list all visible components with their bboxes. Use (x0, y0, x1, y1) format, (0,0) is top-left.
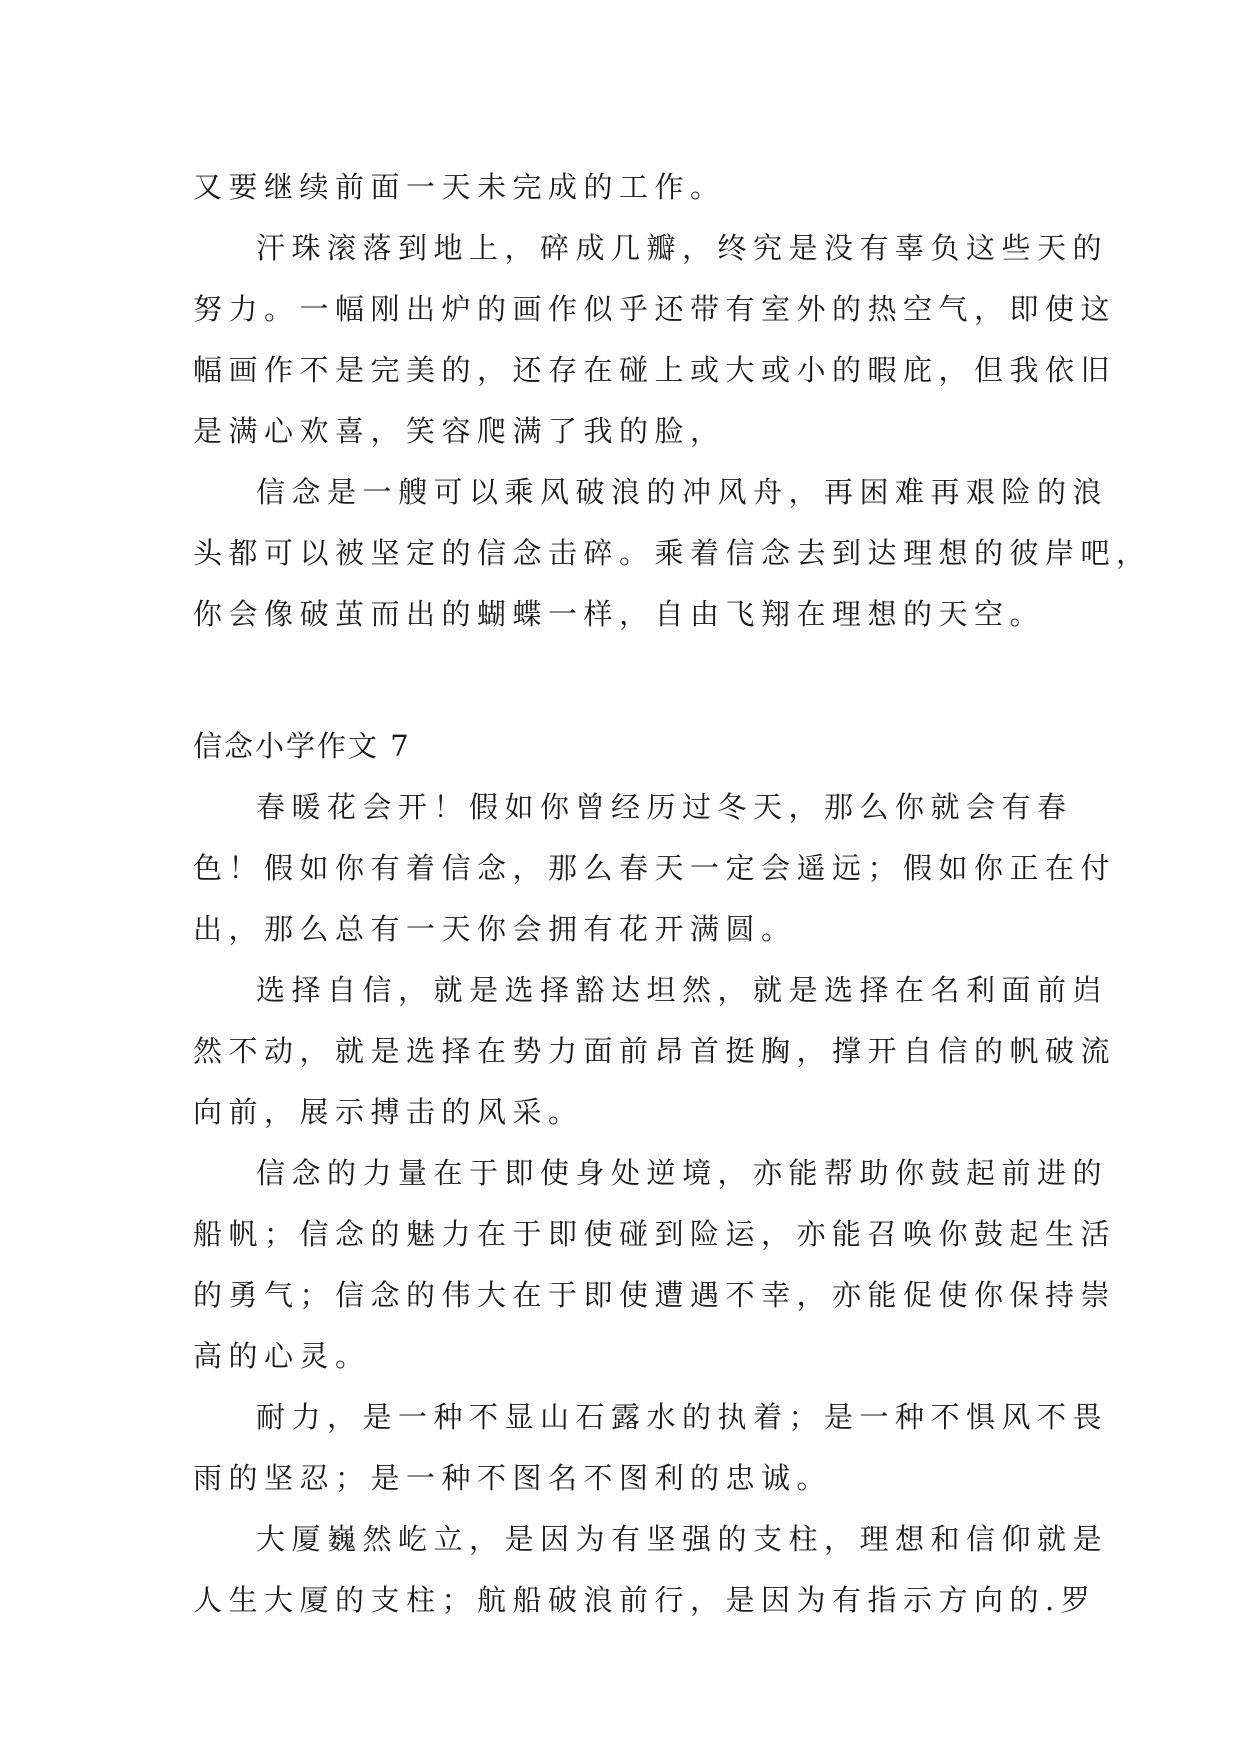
text-line: 是满心欢喜，笑容爬满了我的脸， (193, 414, 726, 448)
text-line: 又要继续前面一天未完成的工作。 (193, 170, 726, 204)
text-line: 高的心灵。 (193, 1339, 371, 1373)
text-line: 出，那么总有一天你会拥有花开满圆。 (193, 912, 797, 946)
text-line: 你会像破茧而出的蝴蝶一样，自由飞翔在理想的天空。 (193, 597, 1046, 631)
text-line: 人生大厦的支柱；航船破浪前行，是因为有指示方向的.罗 (193, 1583, 1097, 1617)
text-line: 的勇气；信念的伟大在于即使遭遇不幸，亦能促使你保持崇 (193, 1278, 1117, 1312)
paragraph-start-line: 信念是一艘可以乘风破浪的冲风舟，再困难再艰险的浪 (256, 475, 1109, 509)
text-line: 然不动，就是选择在势力面前昂首挺胸，撑开自信的帆破流 (193, 1034, 1117, 1068)
section-heading: 信念小学作文 7 (193, 729, 411, 763)
text-line: 船帆；信念的魅力在于即使碰到险运，亦能召唤你鼓起生活 (193, 1217, 1117, 1251)
paragraph-start-line: 大厦巍然屹立，是因为有坚强的支柱，理想和信仰就是 (256, 1522, 1109, 1556)
blank-spacer (193, 645, 1053, 716)
text-line: 色！假如你有着信念，那么春天一定会遥远；假如你正在付 (193, 851, 1117, 885)
paragraph-start-line: 信念的力量在于即使身处逆境，亦能帮助你鼓起前进的 (256, 1156, 1109, 1190)
paragraph-start-line: 春暖花会开！假如你曾经历过冬天，那么你就会有春 (256, 790, 1073, 824)
text-line: 努力。一幅刚出炉的画作似乎还带有室外的热空气，即使这 (193, 292, 1117, 326)
text-line: 幅画作不是完美的，还存在碰上或大或小的暇庇，但我依旧 (193, 353, 1117, 387)
text-line: 头都可以被坚定的信念击碎。乘着信念去到达理想的彼岸吧， (193, 536, 1152, 570)
paragraph-start-line: 耐力，是一种不显山石露水的执着；是一种不惧风不畏 (256, 1400, 1109, 1434)
text-line: 雨的坚忍；是一种不图名不图利的忠诚。 (193, 1461, 833, 1495)
paragraph-start-line: 汗珠滚落到地上，碎成几瓣，终究是没有辜负这些天的 (256, 231, 1109, 265)
document-body (193, 157, 1152, 1631)
paragraph-start-line: 选择自信，就是选择豁达坦然，就是选择在名利面前岿 (256, 973, 1109, 1007)
text-line: 向前，展示搏击的风采。 (193, 1095, 584, 1129)
